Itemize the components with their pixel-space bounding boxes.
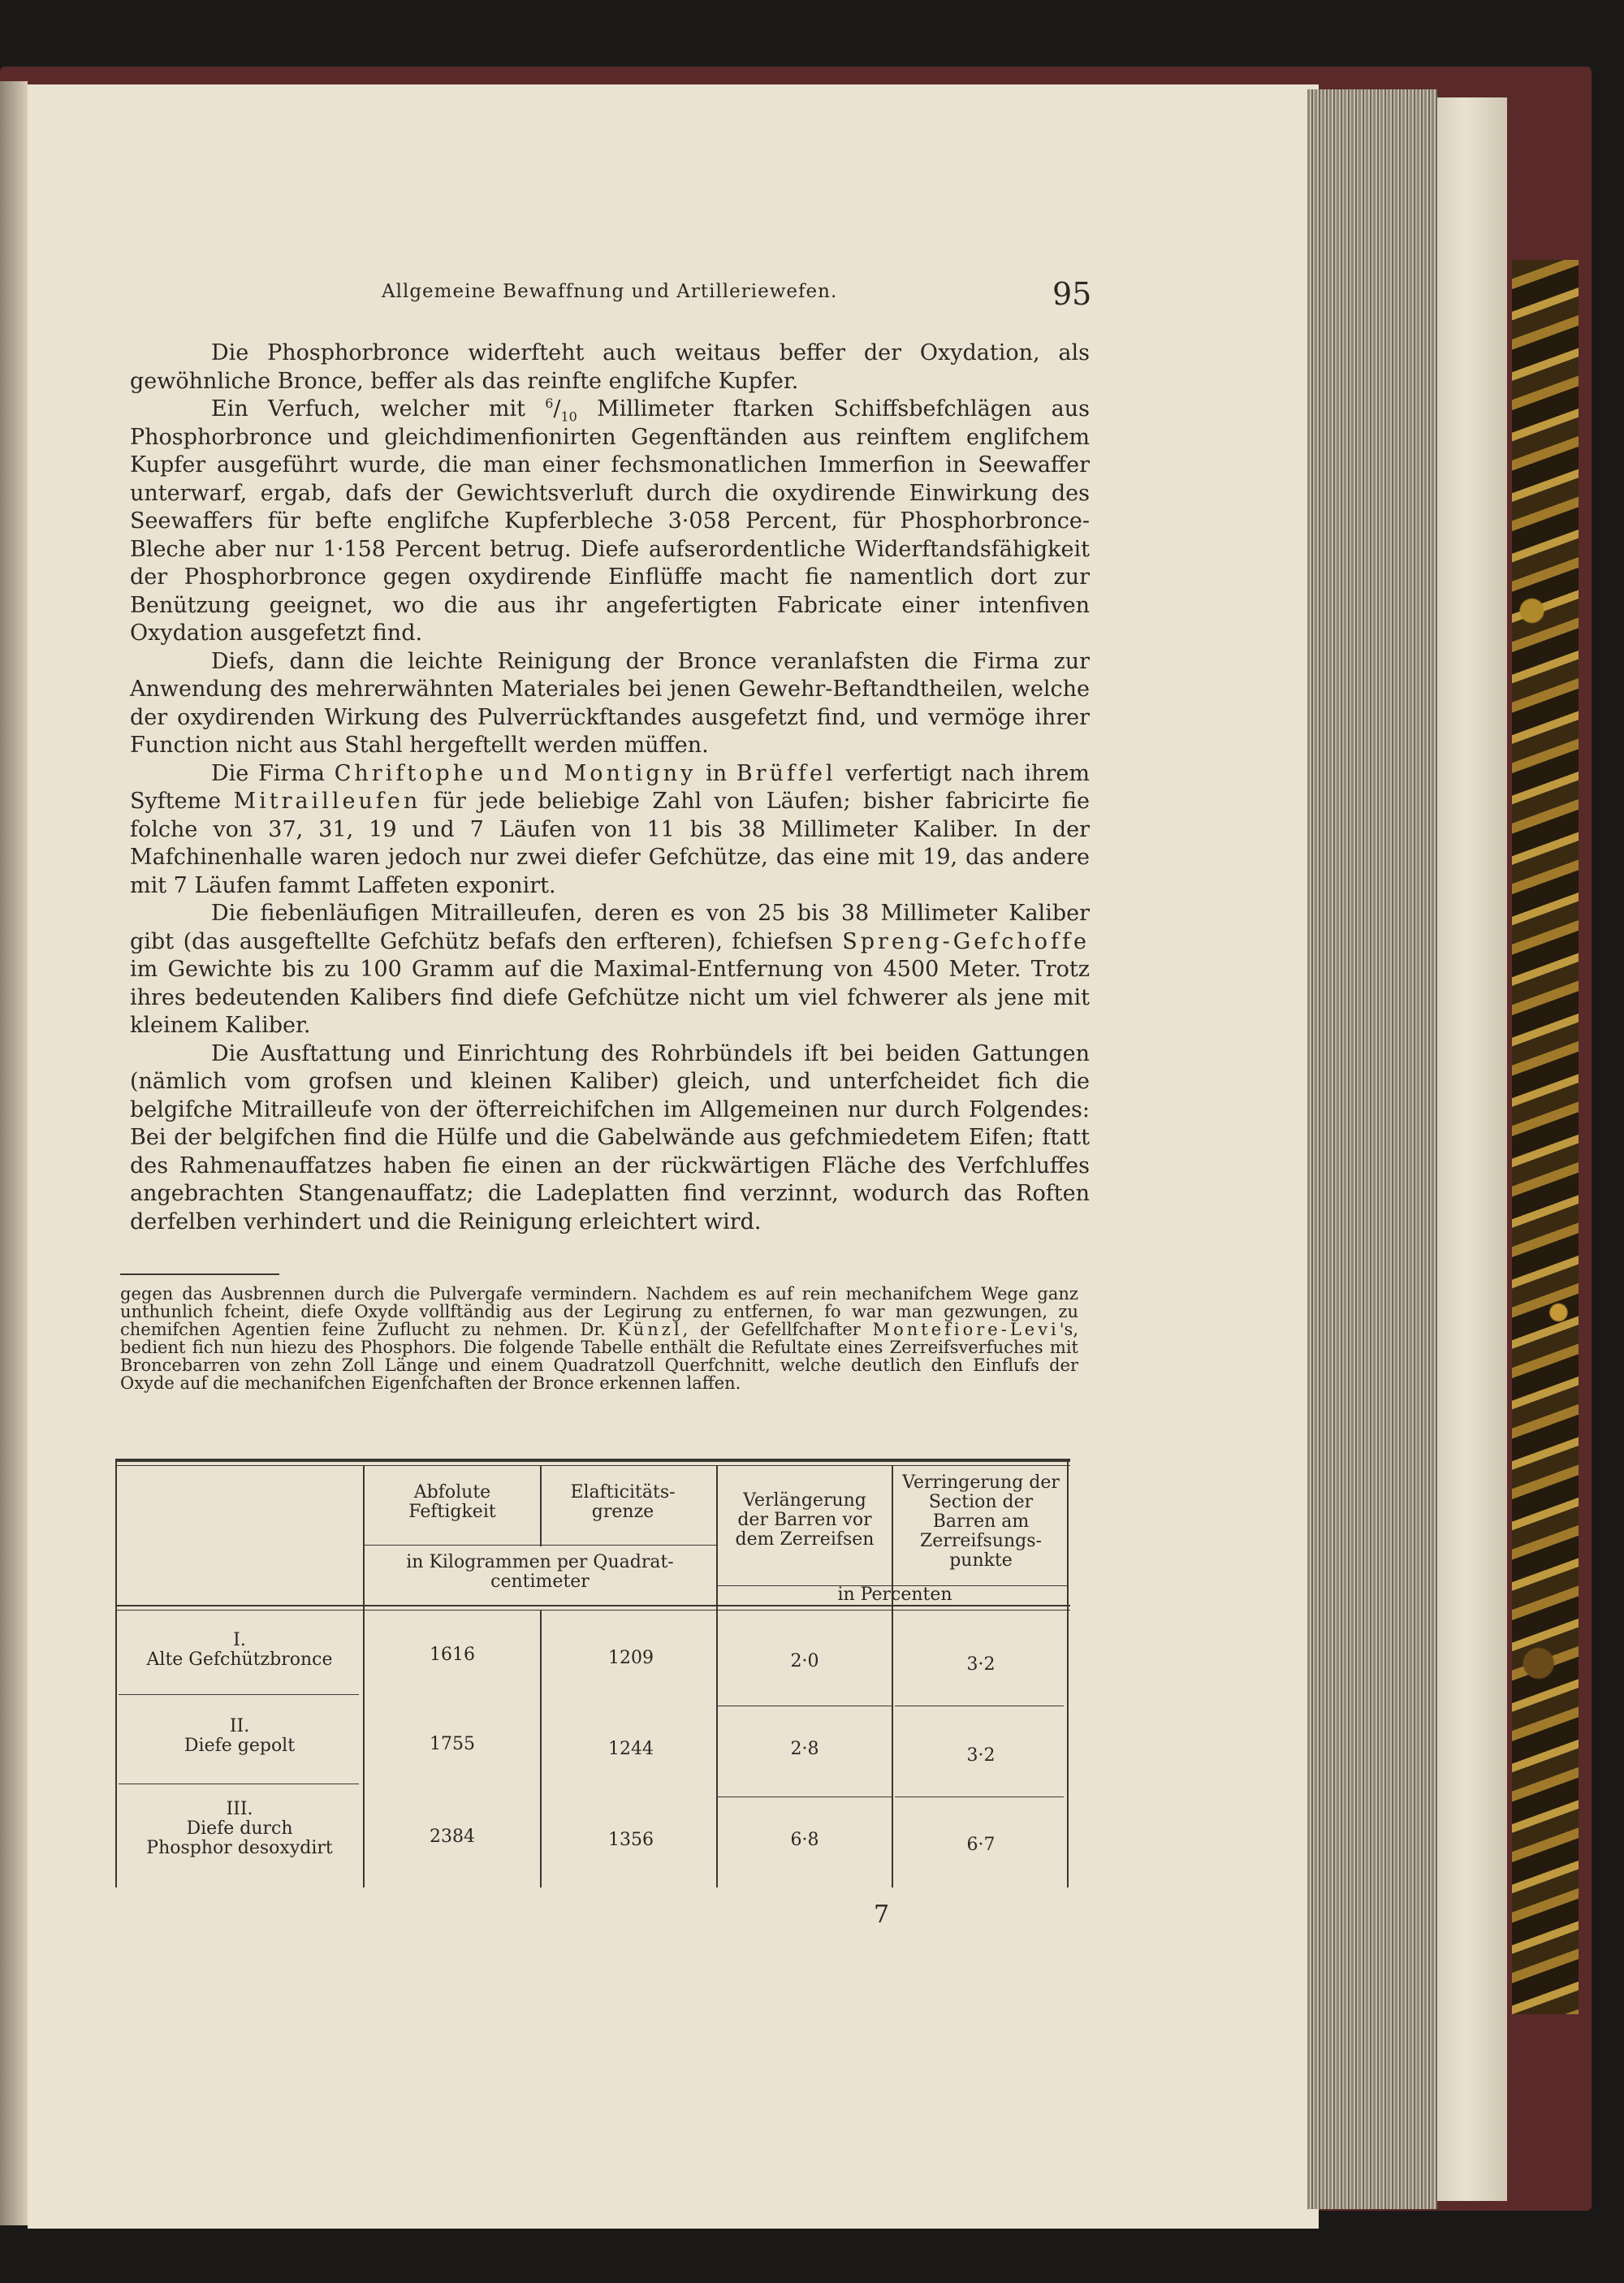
- header-rule: [115, 1605, 1070, 1606]
- footnote-rule: [120, 1273, 279, 1275]
- row-1-elastic: 1209: [608, 1648, 654, 1668]
- header-elongation: Verlängerung der Barren vor dem Zerreifsen: [735, 1490, 875, 1550]
- row-3-label: III. Diefe durch Phosphor desoxydirt: [146, 1799, 333, 1858]
- row-2-label: II. Diefe gepolt: [184, 1716, 296, 1756]
- paragraph-5: Die fiebenläufigen Mitrailleufen, deren es von 25 bis 38 Millimeter Kaliber gibt (das ausgeftellte Gefchütz befafs den erfteren), fchiefsen Spreng-Gefchoffe im Gewichte bis zu 100 Gramm auf die Maximal-Entfernung von 4500 Meter. Trotz ihres bedeutenden Kalibers find diefe Gefchütze nicht um viel fchwerer als jene mit kleinem Kaliber.: [130, 901, 1090, 1038]
- header-absolute: Abfolute Feftigkeit: [408, 1482, 496, 1522]
- col-divider-2-body: [540, 1610, 542, 1887]
- page-stack-edge: [1307, 89, 1437, 2209]
- table-top-rule: [115, 1459, 1070, 1462]
- col-divider-4: [892, 1465, 893, 1887]
- table-top-rule-thin: [115, 1465, 1070, 1466]
- paragraph-3: Diefs, dann die leichte Reinigung der Bronce veranlafsten die Firma zur Anwendung des mehrerwähnten Materiales bei jenen Gewehr-Beftandtheilen, welche der oxydirenden Wirkung des Pulverrückftandes ausgefetzt find, und vermöge ihrer Function nicht aus Stahl hergeftellt werden müffen.: [130, 648, 1090, 758]
- paragraph-6: Die Ausftattung und Einrichtung des Rohrbündels ift bei beiden Gattungen (nämlich vom grofsen und kleinen Kaliber) gleich, und unterfcheidet fich die belgifche Mitrailleufe von der öfterreichifchen im Allgemeinen nur durch Folgendes: Bei der belgifchen find die Hülfe und die Gabelwände aus gefchmiedetem Eifen; ftatt des Rahmenauffatzes haben fie einen an der rückwärtigen Fläche des Verfchluffes angebrachten Stangenauffatz; die Ladeplatten find verzinnt, wodurch das Roften derfelben verhindert und die Reinigung erleichtert wird.: [130, 1040, 1090, 1234]
- paragraph-4: Die Firma Chriftophe und Montigny in Brüffel verfertigt nach ihrem Syfteme Mitrailleufen für jede beliebige Zahl von Läufen; bisher fabricirte fie folche von 37, 31, 19 und 7 Läufen von 11 bis 38 Millimeter Kaliber. In der Mafchinenhalle waren jedoch nur zwei diefer Gefchütze, das eine mit 19, das andere mit 7 Läufen fammt Laffeten exponirt.: [130, 760, 1090, 898]
- header-reduction: Verringerung der Section der Barren am Zerreifsungs-punkte: [902, 1472, 1060, 1571]
- row-rule-1a: [119, 1694, 359, 1695]
- results-table: [115, 1459, 1070, 1887]
- firm-name: Chriftophe und Montigny: [334, 760, 697, 786]
- row-2-absolute: 1755: [430, 1734, 475, 1754]
- row-1-reduction: 3·2: [966, 1654, 996, 1675]
- page-number: 95: [1052, 276, 1092, 312]
- body-text: [130, 339, 1090, 1236]
- col-divider-2-head: [540, 1465, 542, 1546]
- signature-mark: 7: [874, 1900, 890, 1929]
- row-2-reduction: 3·2: [966, 1745, 996, 1766]
- running-title: Allgemeine Bewaffnung und Artilleriewefen.: [382, 281, 838, 302]
- header-rule-thin: [115, 1610, 1070, 1611]
- row-3-reduction: 6·7: [966, 1835, 996, 1855]
- paragraph-1: Die Phosphorbronce widerfteht auch weitaus beffer der Oxydation, als gewöhnliche Bronce, beffer als das reinfte englifche Kupfer.: [130, 340, 1090, 394]
- row-3-elongation: 6·8: [790, 1830, 819, 1850]
- table-left-border: [115, 1459, 117, 1887]
- header-unit-kg: in Kilogrammen per Quadrat-centimeter: [406, 1552, 674, 1592]
- header-unit-pct: in Percenten: [837, 1585, 952, 1605]
- city-name: Brüffel: [736, 760, 836, 786]
- gun-type: Mitrailleufen: [233, 789, 421, 814]
- header-elastic: Elafticitäts-grenze: [570, 1482, 676, 1522]
- page-stack-front: [1437, 97, 1507, 2201]
- col-divider-3-head: [716, 1465, 718, 1611]
- col-divider-1: [363, 1465, 365, 1887]
- row-3-absolute: 2384: [430, 1827, 475, 1847]
- row-1-elongation: 2·0: [790, 1651, 819, 1671]
- row-2-elongation: 2·8: [790, 1739, 819, 1759]
- paragraph-2: Ein Verfuch, welcher mit $^6/_{10}$ Millimeter ftarken Schiffsbefchlägen aus Phosphorbronce und gleichdimenfionirten Gegenftänden aus reinftem englifchem Kupfer ausgeführt wurde, die man einer fechsmonatlichen Immerfion in Seewaffer unterwarf, ergab, dafs der Gewichtsverluft durch die oxydirende Einwirkung des Seewaffers für befte englifche Kupferbleche 3·058 Percent, für Phosphorbronce-Bleche aber nur 1·158 Percent betrug. Diefe aufserordentliche Widerftandsfähigkeit der Phosphorbronce gegen oxydirende Einflüffe macht fie namentlich dort zur Benützung geeignet, wo die aus ihr angefertigten Fabricate einer intenfiven Oxydation ausgefetzt find.: [130, 396, 1090, 646]
- row-2-elastic: 1244: [608, 1739, 654, 1759]
- left-page-edge: [0, 81, 28, 2225]
- marbled-cover-edge: [1512, 260, 1579, 2014]
- row-3-elastic: 1356: [608, 1830, 654, 1850]
- row-1-label: I. Alte Gefchützbronce: [146, 1630, 333, 1670]
- footnote: gegen das Ausbrennen durch die Pulvergafe vermindern. Nachdem es auf rein mechanifchem Wege ganz unthunlich fcheint, diefe Oxyde vollftändig aus der Legirung zu entfernen, fo war man gezwungen, zu chemifchen Agentien feine Zuflucht zu nehmen. Dr. Künzl, der Gefellfchafter Montefiore-Levi's, bedient fich nun hiezu des Phosphors. Die folgende Tabelle enthält die Refultate eines Zerreifsverfuches mit Broncebarren von zehn Zoll Länge und einem Quadratzoll Querfchnitt, welche deutlich den Einflufs der Oxyde auf die mechanifchen Eigenfchaften der Bronce erkennen laffen.: [120, 1284, 1079, 1393]
- col-divider-3-body: [716, 1610, 718, 1887]
- table-right-border: [1067, 1459, 1069, 1887]
- kg-unit-rule: [363, 1545, 716, 1546]
- row-1-absolute: 1616: [430, 1645, 475, 1665]
- shell-type: Spreng-Gefchoffe: [842, 928, 1090, 954]
